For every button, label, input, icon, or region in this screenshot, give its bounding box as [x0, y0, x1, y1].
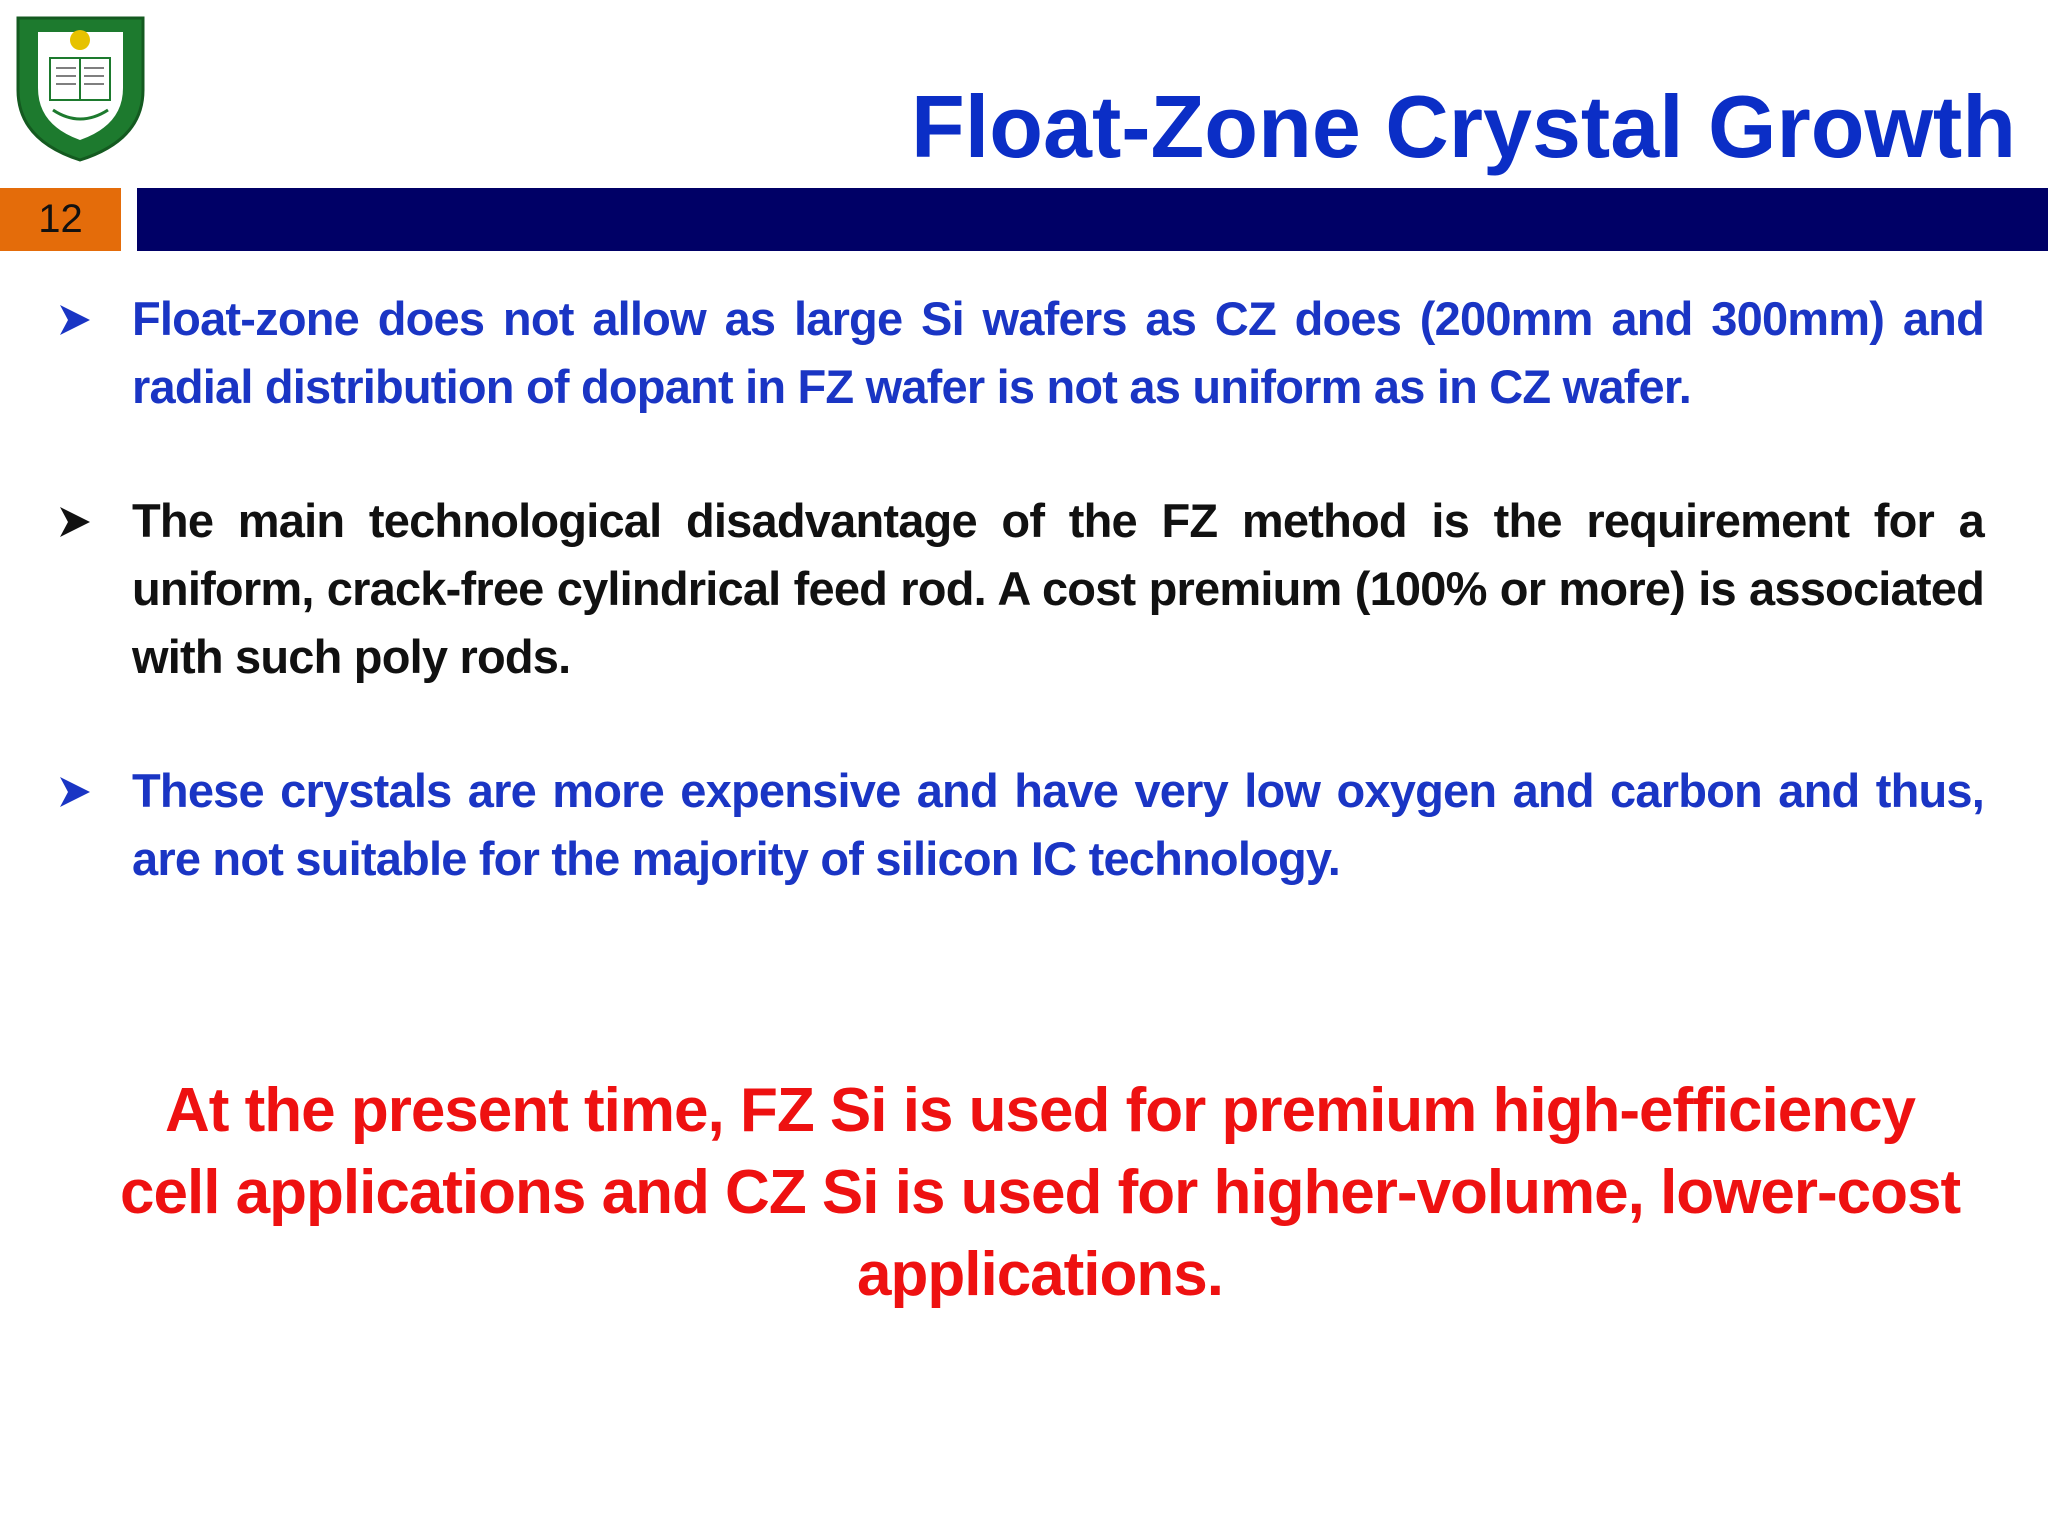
- conclusion-line: applications.: [857, 1240, 1223, 1309]
- conclusion-line: cell applications and CZ Si is used for higher-volume, lower-cost: [120, 1158, 1961, 1227]
- arrow-bullet-icon: [58, 303, 92, 337]
- bullet-item: [0, 757, 2048, 893]
- slide-title: Float-Zone Crystal Growth: [911, 77, 2016, 176]
- slide-number: 12: [0, 188, 121, 251]
- conclusion-text: [120, 1070, 1960, 1316]
- arrow-bullet-icon: [58, 775, 92, 809]
- university-crest-icon: [8, 10, 153, 165]
- conclusion-line: At the present time, FZ Si is used for premium high-efficiency: [164, 1076, 1916, 1145]
- header-bar: [137, 188, 2048, 251]
- bullet-list: [0, 285, 2048, 959]
- bullet-item: [0, 285, 2048, 421]
- bullet-item: [0, 487, 2048, 691]
- bullet-text: These crystals are more expensive and have very low oxygen and carbon and thus, are not suitable for the majority of silicon IC technology.: [132, 764, 1984, 885]
- bullet-text: Float-zone does not allow as large Si wafers as CZ does (200mm and 300mm) and radial distribution of dopant in FZ wafer is not as uniform as in CZ wafer.: [132, 292, 1984, 413]
- arrow-bullet-icon: [58, 505, 92, 539]
- bullet-text: The main technological disadvantage of the FZ method is the requirement for a uniform, crack-free cylindrical feed rod. A cost premium (100% or more) is associated with such poly rods.: [132, 494, 1984, 683]
